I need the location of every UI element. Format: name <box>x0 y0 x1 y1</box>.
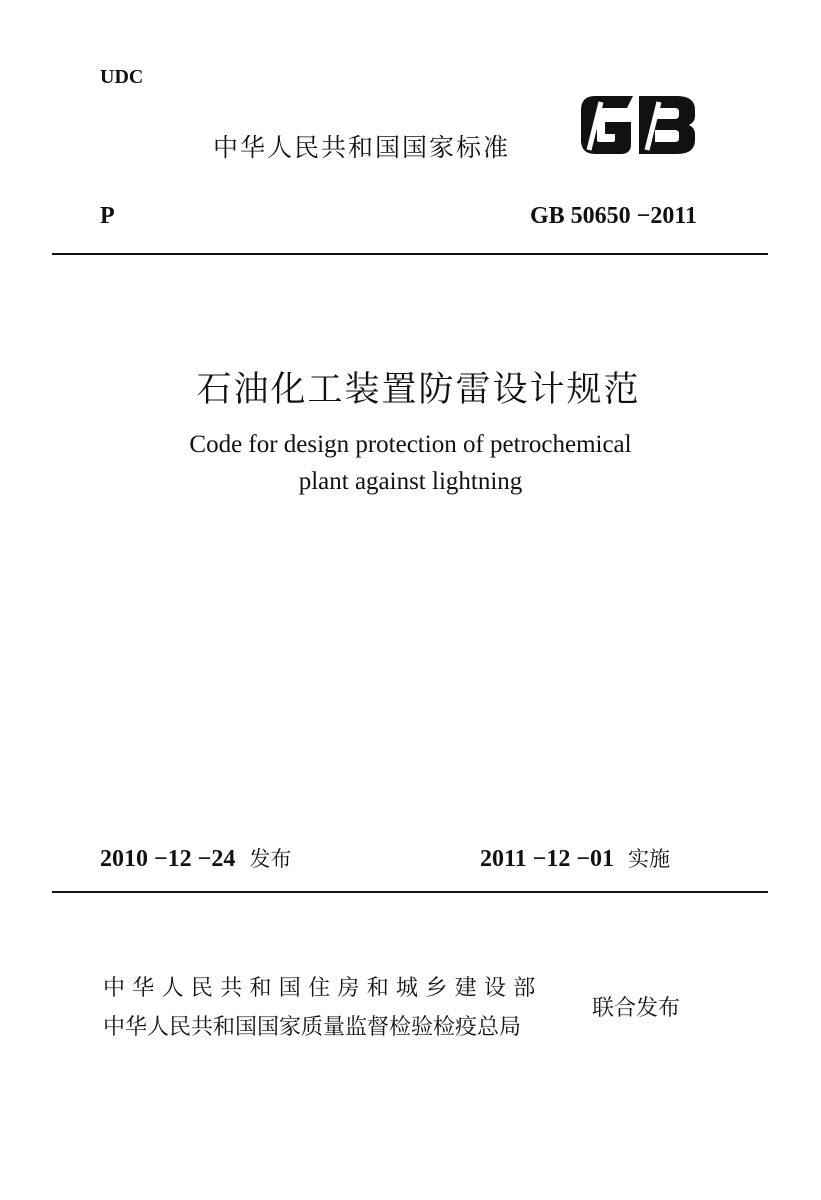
issuer-quality-administration: 中华人民共和国国家质量监督检验检疫总局 <box>103 1015 522 1040</box>
gb-logo <box>577 92 699 158</box>
english-title-line-2: plant against lightning <box>298 468 523 495</box>
top-divider <box>52 253 768 255</box>
category-code: P <box>100 203 115 229</box>
bottom-divider <box>52 891 768 893</box>
english-title-line-1: Code for design protection of petrochemical <box>189 431 632 458</box>
issuer-ministry-housing: 中华人民共和国住房和城乡建设部 <box>103 976 543 1001</box>
joint-issue-label: 联合发布 <box>592 996 681 1021</box>
issue-date-group <box>100 843 291 873</box>
implement-label: 实施 <box>628 847 671 871</box>
chinese-title: 石油化工装置防雷设计规范 <box>196 370 641 410</box>
udc-label: UDC <box>100 66 144 88</box>
gb-logo-mark <box>581 96 695 154</box>
issue-label: 发布 <box>249 847 292 871</box>
issue-date: 2010 −12 −24 <box>100 846 236 872</box>
implement-date: 2011 −12 −01 <box>480 846 615 872</box>
standard-number: GB 50650 −2011 <box>529 203 697 229</box>
standard-type-title: 中华人民共和国国家标准 <box>213 133 511 162</box>
implement-date-group <box>480 843 670 873</box>
